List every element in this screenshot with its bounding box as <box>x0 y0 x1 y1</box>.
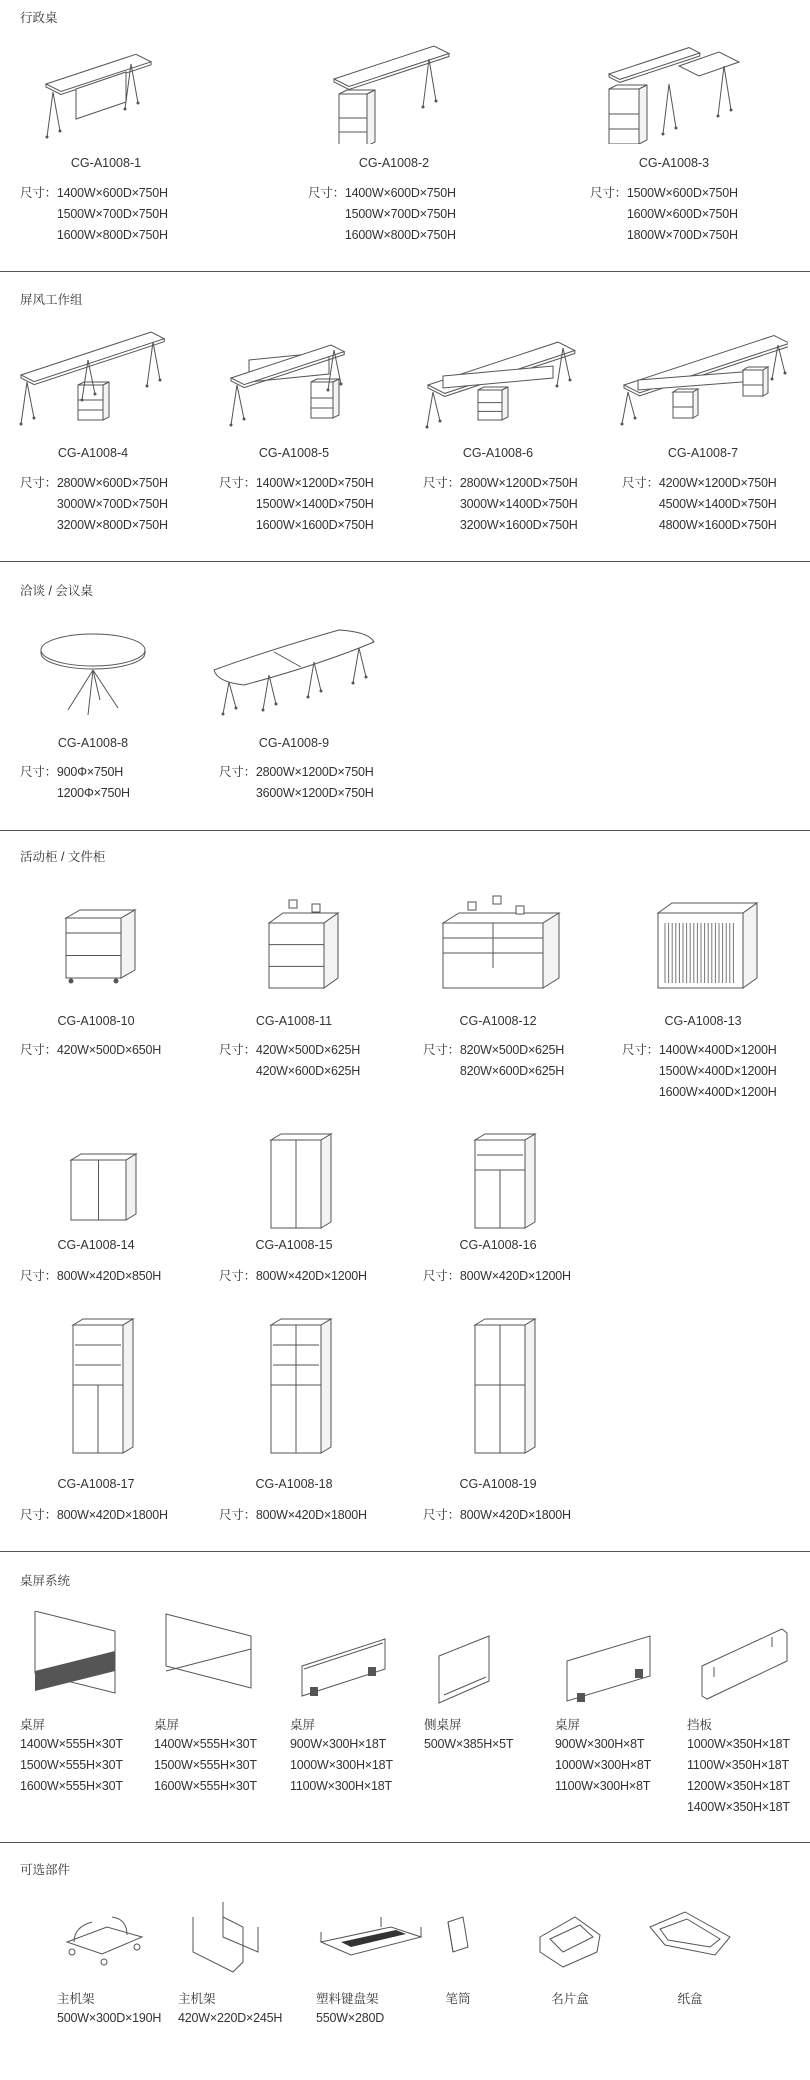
dimension-row <box>219 1061 360 1082</box>
product-code: CG-A1008-11 <box>255 1014 333 1028</box>
size-prefix: 尺寸： <box>423 1269 460 1283</box>
dimension-row: 1500W×555H×30T <box>154 1758 257 1772</box>
dimension-row: 1100W×300H×18T <box>290 1779 392 1793</box>
item-dimensions <box>290 1734 393 1797</box>
size-prefix: 尺寸： <box>622 1043 659 1057</box>
dimension-value: 420W×500D×625H <box>255 1043 361 1057</box>
dimension-row <box>590 183 738 204</box>
section-title: 行政桌 <box>20 11 58 25</box>
dimension-row <box>622 515 777 536</box>
product-code: CG-A1008-4 <box>57 446 129 460</box>
mobile-pedestal-icon <box>46 888 146 998</box>
product-code: CG-A1008-3 <box>638 156 710 170</box>
double-drawer-cabinet-icon <box>428 888 568 998</box>
product-dimensions <box>423 1040 564 1082</box>
dimension-row <box>590 204 738 225</box>
size-prefix: 尺寸： <box>219 476 256 490</box>
size-prefix: 尺寸： <box>20 1269 57 1283</box>
dimension-value: 800W×420D×1200H <box>459 1269 571 1283</box>
dimension-row <box>590 225 738 246</box>
size-prefix: 尺寸： <box>20 765 57 779</box>
product-dimensions <box>219 473 374 536</box>
product-dimensions <box>423 1505 571 1526</box>
dimension-value: 4500W×1400D×750H <box>658 497 777 511</box>
dimension-row <box>20 494 168 515</box>
product-code: CG-A1008-18 <box>255 1477 333 1491</box>
item-label: 桌屏 <box>20 1718 46 1732</box>
product-code: CG-A1008-10 <box>57 1014 135 1028</box>
product-code: CG-A1008-16 <box>459 1238 537 1252</box>
product-dimensions <box>20 762 130 804</box>
product-code: CG-A1008-19 <box>459 1477 537 1491</box>
product-code: CG-A1008-15 <box>255 1238 333 1252</box>
low-cabinet-icon <box>51 1125 141 1225</box>
side-screen-icon <box>424 1611 504 1711</box>
dimension-value: 1400W×400D×1200H <box>658 1043 777 1057</box>
dimension-row <box>622 473 777 494</box>
item-dimensions <box>178 2008 282 2029</box>
dimension-row <box>423 1266 571 1287</box>
product-dimensions <box>20 183 168 246</box>
size-prefix: 尺寸： <box>590 186 627 200</box>
glass-screen-icon <box>555 1611 665 1711</box>
item-label: 纸盒 <box>677 1992 703 2006</box>
conference-table-icon <box>209 620 379 720</box>
pen-holder-icon <box>433 1897 483 1977</box>
dimension-row: 500W×300D×190H <box>57 2011 162 2025</box>
item-dimensions <box>424 1734 513 1755</box>
dimension-value: 3200W×1600D×750H <box>459 518 578 532</box>
size-prefix: 尺寸： <box>219 1269 256 1283</box>
item-dimensions <box>57 2008 161 2029</box>
item-dimensions <box>316 2008 384 2029</box>
item-label: 笔筒 <box>445 1992 471 2006</box>
dimension-value: 1600W×600D×750H <box>626 207 738 221</box>
dimension-row: 900W×300H×18T <box>290 1737 387 1751</box>
panel-screen-icon <box>154 1611 264 1711</box>
product-dimensions <box>219 1505 367 1526</box>
bench-2-icon <box>13 330 173 430</box>
dimension-row <box>219 515 374 536</box>
dimension-value: 1500W×400D×1200H <box>658 1064 777 1078</box>
product-dimensions <box>622 473 777 536</box>
item-label: 侧桌屏 <box>424 1718 462 1732</box>
dimension-row <box>308 225 456 246</box>
size-prefix: 尺寸： <box>20 1508 57 1522</box>
dimension-row <box>219 762 374 783</box>
dimension-row <box>20 762 130 783</box>
section-divider <box>0 830 810 831</box>
dimension-value: 4200W×1200D×750H <box>658 476 777 490</box>
dimension-value: 1400W×600D×750H <box>56 186 168 200</box>
product-dimensions <box>622 1040 777 1103</box>
desk-icon <box>31 44 181 144</box>
desk-pedestal-icon <box>319 44 469 144</box>
dimension-row <box>622 1082 777 1103</box>
dimension-row <box>20 225 168 246</box>
size-prefix: 尺寸： <box>423 1508 460 1522</box>
dimension-row: 500W×385H×5T <box>424 1737 514 1751</box>
section-title: 桌屏系统 <box>20 1574 71 1588</box>
dimension-row: 1400W×350H×18T <box>687 1800 790 1814</box>
paper-tray-icon <box>640 1897 740 1977</box>
dimension-value: 3000W×700D×750H <box>56 497 168 511</box>
dimension-value: 2800W×600D×750H <box>56 476 168 490</box>
product-code: CG-A1008-8 <box>57 736 129 750</box>
dimension-value: 2800W×1200D×750H <box>255 765 374 779</box>
card-box-icon <box>525 1897 615 1977</box>
item-dimensions <box>555 1734 651 1797</box>
product-code: CG-A1008-14 <box>57 1238 135 1252</box>
dimension-value: 3000W×1400D×750H <box>459 497 578 511</box>
dimension-row <box>423 1505 571 1526</box>
dimension-row: 1000W×300H×8T <box>555 1758 652 1772</box>
keyboard-tray-icon <box>311 1897 431 1977</box>
dimension-row: 1500W×555H×30T <box>20 1758 123 1772</box>
section-title: 屏风工作组 <box>20 293 83 307</box>
section-title: 洽谈 / 会议桌 <box>20 584 93 598</box>
dimension-row <box>20 183 168 204</box>
tall-open-cabinet-icon <box>51 1310 141 1460</box>
dimension-row <box>219 494 374 515</box>
dimension-row: 900W×300H×8T <box>555 1737 645 1751</box>
section-divider <box>0 561 810 562</box>
dimension-row <box>20 783 130 804</box>
product-dimensions <box>590 183 738 246</box>
dimension-row <box>20 204 168 225</box>
product-code: CG-A1008-12 <box>459 1014 537 1028</box>
dimension-row: 420W×220D×245H <box>178 2011 283 2025</box>
cpu-trolley-icon <box>52 1897 152 1977</box>
dimension-row <box>219 1266 367 1287</box>
item-label: 名片盒 <box>551 1992 589 2006</box>
size-prefix: 尺寸： <box>20 186 57 200</box>
tall-cabinet-icon <box>453 1310 543 1460</box>
product-dimensions <box>423 473 578 536</box>
cpu-holder-icon <box>173 1897 273 1987</box>
section-divider <box>0 1842 810 1843</box>
section-divider <box>0 1551 810 1552</box>
product-code: CG-A1008-7 <box>667 446 739 460</box>
product-dimensions <box>219 1266 367 1287</box>
dimension-value: 1800W×700D×750H <box>626 228 738 242</box>
dimension-value: 1200Φ×750H <box>56 786 130 800</box>
dimension-value: 1600W×800D×750H <box>344 228 456 242</box>
dimension-row: 1600W×555H×30T <box>20 1779 123 1793</box>
dimension-row: 1100W×300H×8T <box>555 1779 651 1793</box>
dimension-row <box>423 1061 564 1082</box>
product-code: CG-A1008-17 <box>57 1477 135 1491</box>
dimension-row: 1000W×350H×18T <box>687 1737 790 1751</box>
dimension-row <box>219 473 374 494</box>
section-title: 活动柜 / 文件柜 <box>20 850 106 864</box>
dimension-row <box>20 515 168 536</box>
dimension-value: 1600W×1600D×750H <box>255 518 374 532</box>
dimension-row: 1200W×350H×18T <box>687 1779 790 1793</box>
dimension-row <box>20 1040 161 1061</box>
mid-cabinet-icon <box>249 1125 339 1235</box>
item-label: 桌屏 <box>290 1718 316 1732</box>
size-prefix: 尺寸： <box>219 1508 256 1522</box>
item-label: 主机架 <box>178 1992 216 2006</box>
dimension-row <box>20 1266 161 1287</box>
size-prefix: 尺寸： <box>20 476 57 490</box>
dimension-value: 4800W×1600D×750H <box>658 518 777 532</box>
product-dimensions <box>20 1266 161 1287</box>
dimension-value: 820W×600D×625H <box>459 1064 565 1078</box>
dimension-row <box>20 1505 168 1526</box>
product-code: CG-A1008-5 <box>258 446 330 460</box>
dimension-row <box>622 1061 777 1082</box>
dimension-value: 420W×600D×625H <box>255 1064 361 1078</box>
dimension-row: 1600W×555H×30T <box>154 1779 257 1793</box>
dimension-row <box>308 204 456 225</box>
fabric-screen-icon <box>20 1611 130 1711</box>
tall-glass-cabinet-icon <box>249 1310 339 1460</box>
product-dimensions <box>308 183 456 246</box>
tambour-cabinet-icon <box>643 888 763 998</box>
product-code: CG-A1008-13 <box>664 1014 742 1028</box>
item-dimensions <box>154 1734 257 1797</box>
dimension-row <box>622 1040 777 1061</box>
item-label: 挡板 <box>687 1718 713 1732</box>
product-dimensions <box>20 1040 161 1061</box>
drawer-cabinet-icon <box>244 888 344 998</box>
modesty-panel-icon <box>687 1611 797 1711</box>
dimension-value: 1600W×400D×1200H <box>658 1085 777 1099</box>
dimension-value: 1400W×600D×750H <box>344 186 456 200</box>
dimension-value: 800W×420D×1200H <box>255 1269 367 1283</box>
workstation-6-icon <box>618 330 788 430</box>
size-prefix: 尺寸： <box>20 1043 57 1057</box>
workstation-4-icon <box>418 330 578 430</box>
dimension-value: 1500W×600D×750H <box>626 186 738 200</box>
size-prefix: 尺寸： <box>308 186 345 200</box>
size-prefix: 尺寸： <box>423 1043 460 1057</box>
dimension-row: 550W×280D <box>316 2011 385 2025</box>
round-table-icon <box>28 620 158 720</box>
product-code: CG-A1008-6 <box>462 446 534 460</box>
dimension-row <box>20 473 168 494</box>
section-divider <box>0 271 810 272</box>
dimension-value: 420W×500D×650H <box>56 1043 162 1057</box>
dimension-value: 1500W×700D×750H <box>56 207 168 221</box>
dimension-row <box>423 515 578 536</box>
product-dimensions <box>219 762 374 804</box>
dimension-value: 1500W×700D×750H <box>344 207 456 221</box>
dimension-row <box>423 494 578 515</box>
product-dimensions <box>20 1505 168 1526</box>
mid-open-cabinet-icon <box>453 1125 543 1235</box>
dimension-row: 1000W×300H×18T <box>290 1758 393 1772</box>
item-label: 塑料键盘架 <box>316 1992 379 2006</box>
l-desk-icon <box>599 44 749 144</box>
dimension-value: 2800W×1200D×750H <box>459 476 578 490</box>
dimension-row <box>622 494 777 515</box>
size-prefix: 尺寸： <box>423 476 460 490</box>
dimension-row: 1400W×555H×30T <box>20 1737 123 1751</box>
dimension-value: 800W×420D×1800H <box>459 1508 571 1522</box>
dimension-row: 1400W×555H×30T <box>154 1737 257 1751</box>
dimension-row <box>219 1040 360 1061</box>
dimension-value: 3600W×1200D×750H <box>255 786 374 800</box>
dimension-value: 800W×420D×1800H <box>56 1508 168 1522</box>
workstation-2-icon <box>219 330 369 430</box>
dimension-value: 800W×420D×1800H <box>255 1508 367 1522</box>
item-dimensions <box>687 1734 790 1818</box>
size-prefix: 尺寸： <box>219 765 256 779</box>
dimension-value: 1400W×1200D×750H <box>255 476 374 490</box>
dimension-value: 1500W×1400D×750H <box>255 497 374 511</box>
product-dimensions <box>423 1266 571 1287</box>
product-code: CG-A1008-9 <box>258 736 330 750</box>
dimension-row <box>423 1040 564 1061</box>
product-dimensions <box>219 1040 360 1082</box>
dimension-row <box>423 473 578 494</box>
product-code: CG-A1008-1 <box>70 156 142 170</box>
dimension-row <box>308 183 456 204</box>
dimension-value: 900Φ×750H <box>56 765 124 779</box>
item-label: 桌屏 <box>555 1718 581 1732</box>
dimension-value: 820W×500D×625H <box>459 1043 565 1057</box>
dimension-value: 800W×420D×850H <box>56 1269 162 1283</box>
dimension-value: 1600W×800D×750H <box>56 228 168 242</box>
size-prefix: 尺寸： <box>219 1043 256 1057</box>
dimension-row: 1100W×350H×18T <box>687 1758 789 1772</box>
dimension-row <box>219 1505 367 1526</box>
item-label: 桌屏 <box>154 1718 180 1732</box>
dimension-value: 3200W×800D×750H <box>56 518 168 532</box>
item-dimensions <box>20 1734 123 1797</box>
product-dimensions <box>20 473 168 536</box>
item-label: 主机架 <box>57 1992 95 2006</box>
dimension-row <box>219 783 374 804</box>
section-title: 可选部件 <box>20 1863 71 1877</box>
clamp-screen-icon <box>290 1611 400 1711</box>
size-prefix: 尺寸： <box>622 476 659 490</box>
product-code: CG-A1008-2 <box>358 156 430 170</box>
